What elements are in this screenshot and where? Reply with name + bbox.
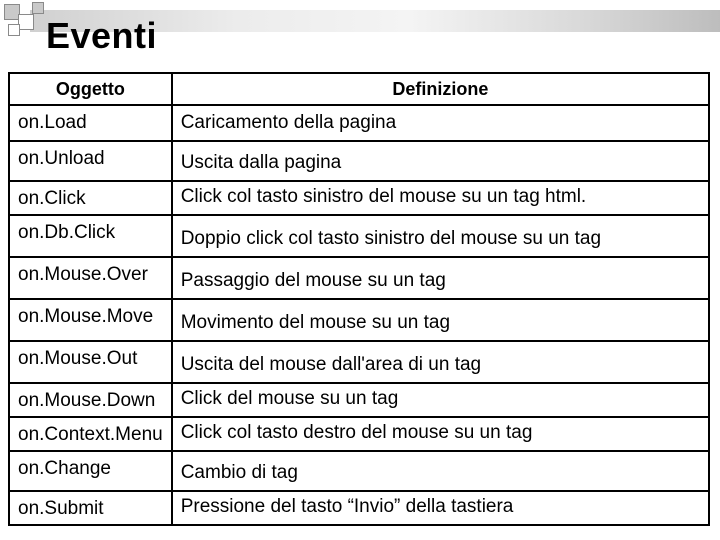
table-row: [9, 141, 709, 181]
table-header-row: [9, 73, 709, 105]
event-definition-cell: Movimento del mouse su un tag: [172, 299, 709, 341]
event-name-cell: on.Load: [9, 105, 172, 141]
event-definition-cell: Click col tasto destro del mouse su un tag: [172, 417, 709, 451]
event-definition-cell: Passaggio del mouse su un tag: [172, 257, 709, 299]
event-definition-cell: Pressione del tasto “Invio” della tastiera: [172, 491, 709, 525]
banner-square: [32, 2, 44, 14]
column-header-definition: Definizione: [172, 73, 709, 105]
event-name-cell: on.Unload: [9, 141, 172, 181]
event-name-cell: on.Mouse.Down: [9, 383, 172, 417]
table-row: [9, 451, 709, 491]
table-row: [9, 341, 709, 383]
table-row: [9, 383, 709, 417]
table-row: [9, 105, 709, 141]
table-row: [9, 215, 709, 257]
event-definition-cell: Click del mouse su un tag: [172, 383, 709, 417]
event-name-cell: on.Mouse.Over: [9, 257, 172, 299]
event-name-cell: on.Submit: [9, 491, 172, 525]
table-row: [9, 299, 709, 341]
column-header-object: Oggetto: [9, 73, 172, 105]
event-name-cell: on.Mouse.Move: [9, 299, 172, 341]
banner-square: [18, 14, 34, 30]
events-table: [8, 72, 710, 526]
event-definition-cell: Cambio di tag: [172, 451, 709, 491]
events-table-body: [9, 105, 709, 525]
banner-square: [8, 24, 20, 36]
page-title: Eventi: [46, 15, 158, 56]
table-row: [9, 181, 709, 215]
event-definition-cell: Doppio click col tasto sinistro del mouse su un tag: [172, 215, 709, 257]
event-definition-cell: Uscita dalla pagina: [172, 141, 709, 181]
event-definition-cell: Caricamento della pagina: [172, 105, 709, 141]
table-row: [9, 417, 709, 451]
event-name-cell: on.Click: [9, 181, 172, 215]
event-name-cell: on.Context.Menu: [9, 417, 172, 451]
event-name-cell: on.Mouse.Out: [9, 341, 172, 383]
event-name-cell: on.Db.Click: [9, 215, 172, 257]
event-definition-cell: Click col tasto sinistro del mouse su un tag html.: [172, 181, 709, 215]
event-name-cell: on.Change: [9, 451, 172, 491]
table-row: [9, 491, 709, 525]
event-definition-cell: Uscita del mouse dall'area di un tag: [172, 341, 709, 383]
table-row: [9, 257, 709, 299]
